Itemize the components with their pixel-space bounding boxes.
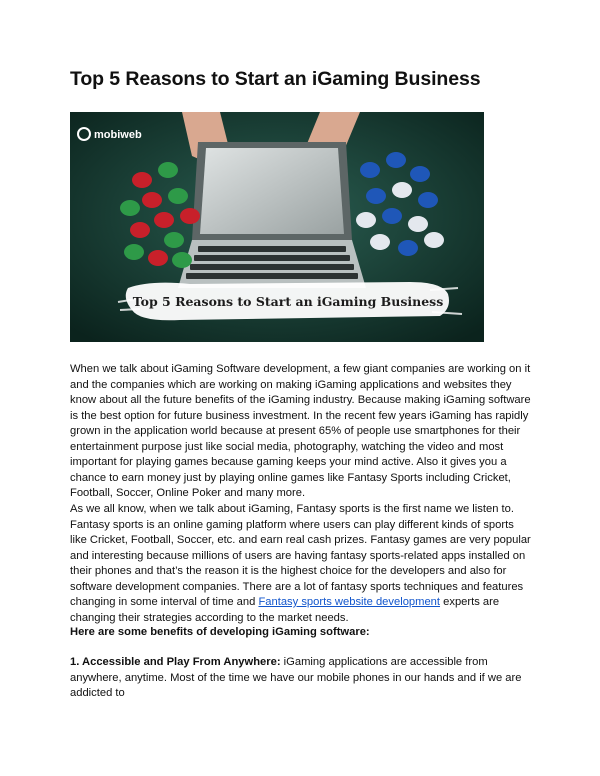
fantasy-sports-paragraph — [70, 502, 532, 626]
fantasy-sports-link[interactable]: Fantasy sports website development — [258, 596, 441, 608]
hero-image — [70, 112, 484, 342]
logo-text: mobiweb — [94, 129, 142, 141]
benefit-1-text: iGaming applications are accessible from anywhere, anytime. Most of the time we have our mobile phones in our hands and if we are addicted to — [70, 656, 522, 699]
page-title: Top 5 Reasons to Start an iGaming Business — [70, 68, 481, 90]
benefits-heading: Here are some benefits of developing iGaming software: — [70, 626, 370, 638]
benefit-1-paragraph — [70, 655, 532, 702]
hero-illustration — [70, 112, 484, 342]
intro-paragraph: When we talk about iGaming Software development, a few giant companies are working on it and the companies which are working on making iGaming applications and websites they know about all the future benefits of the iGaming industry. Because making iGaming software is the best option for future business investment. In the recent few years iGaming has rapidly grown in the application world because at present 65% of people use smartphones for their entertainment purpose just like social media, photography, watching the video and most important for playing games because gaming keeps your mind active. Also it gives you a chance to earn money just by playing online games like Fantasy Sports including Cricket, Football, Soccer, Online Poker and many more. — [70, 363, 531, 499]
banner-text: Top 5 Reasons to Start an iGaming Business — [132, 294, 444, 309]
paragraph-text: As we all know, when we talk about iGaming, Fantasy sports is the first name we listen to. Fantasy sports is an online gaming platform where users can play different kinds of sports like Cricket, Football, Soccer, etc. and earn real cash prizes. Fantasy games are very popular and interesting because millions of users are having fantasy sports-related apps installed on their phones and that’s the reason it is the highest choice for the developers and also for software development companies. There are a lot of fantasy sports techniques and features changing in some interval of time and — [70, 503, 531, 608]
benefit-1-title: 1. Accessible and Play From Anywhere: — [70, 656, 281, 668]
paragraph-text: experts are changing their strategies according to the market needs. — [70, 596, 500, 624]
laptop-screen — [200, 148, 344, 234]
